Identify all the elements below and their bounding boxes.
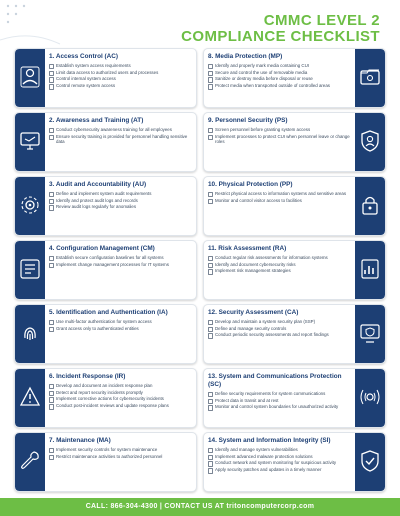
page-header xyxy=(0,0,400,48)
checklist-item[interactable]: Identify and properly mark media containing CUI xyxy=(208,63,355,68)
checklist-card xyxy=(14,112,197,172)
checklist-card xyxy=(14,240,197,300)
checklist-item[interactable]: Secure and control the use of removable media xyxy=(208,70,355,75)
checklist-item[interactable]: Monitor and control visitor access to facilities xyxy=(208,198,355,203)
card-title: 13. System and Communications Protection (SC) xyxy=(208,373,342,388)
training-icon xyxy=(17,128,43,154)
checklist-item[interactable]: Control internal system access xyxy=(49,76,196,81)
checklist-item[interactable]: Establish system access requirements xyxy=(49,63,196,68)
checklist-item[interactable]: Implement change management processes for IT systems xyxy=(49,262,196,267)
checklist-item[interactable]: Restrict physical access to information systems and sensitive areas xyxy=(208,191,355,196)
checklist-item[interactable]: Conduct cybersecurity awareness training for all employees xyxy=(49,127,196,132)
checklist-item[interactable]: Define and implement system audit requirements xyxy=(49,191,196,196)
media-folder-icon xyxy=(357,64,383,90)
checklist-card xyxy=(203,176,386,236)
checklist-card xyxy=(14,304,197,364)
security-assessment-icon xyxy=(357,320,383,346)
checklist-item[interactable]: Conduct post-incident reviews and update response plans xyxy=(49,403,196,408)
card-title: 9. Personnel Security (PS) xyxy=(208,117,288,124)
checklist-item[interactable]: Screen personnel before granting system access xyxy=(208,127,355,132)
checklist-card xyxy=(203,432,386,492)
card-content xyxy=(208,245,355,275)
checklist-item[interactable]: Sanitize or destroy media before disposal or reuse xyxy=(208,76,355,81)
card-content xyxy=(49,309,196,332)
card-title: 4. Configuration Management (CM) xyxy=(49,245,155,252)
checklist-item[interactable]: Use multi-factor authentication for system access xyxy=(49,319,196,324)
card-content xyxy=(208,117,355,146)
card-content xyxy=(208,53,355,90)
card-title: 10. Physical Protection (PP) xyxy=(208,181,293,188)
checklist-item[interactable]: Identify and manage system vulnerabilities xyxy=(208,447,355,452)
personnel-shield-icon xyxy=(357,128,383,154)
card-content xyxy=(49,373,196,410)
card-title: 2. Awareness and Training (AT) xyxy=(49,117,144,124)
users-icon xyxy=(17,64,43,90)
card-title: 7. Maintenance (MA) xyxy=(49,437,111,444)
checklist-item[interactable]: Conduct network and system monitoring for suspicious activity xyxy=(208,460,355,465)
maintenance-wrench-icon xyxy=(17,448,43,474)
integrity-shield-icon xyxy=(357,448,383,474)
card-content xyxy=(208,373,355,411)
checklist-item[interactable]: Identify and protect audit logs and records xyxy=(49,198,196,203)
checklist-card xyxy=(203,240,386,300)
checklist-item[interactable]: Protect data in transit and at rest xyxy=(208,398,355,403)
checklist-item[interactable]: Monitor and control system boundaries for unauthorized activity xyxy=(208,404,355,409)
checklist-card xyxy=(14,432,197,492)
card-title: 11. Risk Assessment (RA) xyxy=(208,245,287,252)
checklist-item[interactable]: Grant access only to authenticated entities xyxy=(49,326,196,331)
card-title: 8. Media Protection (MP) xyxy=(208,53,283,60)
physical-lock-icon xyxy=(357,192,383,218)
checklist-item[interactable]: Ensure security training is provided for personnel handling sensitive data xyxy=(49,134,196,145)
checklist-item[interactable]: Apply security patches and updates in a timely manner xyxy=(208,467,355,472)
communications-icon xyxy=(357,384,383,410)
checklist-item[interactable]: Detect and report security incidents promptly xyxy=(49,390,196,395)
configuration-icon xyxy=(17,256,43,282)
card-title: 12. Security Assessment (CA) xyxy=(208,309,299,316)
checklist-item[interactable]: Control remote system access xyxy=(49,83,196,88)
checklist-item[interactable]: Implement corrective actions for cybersecurity incidents xyxy=(49,396,196,401)
checklist-item[interactable]: Conduct periodic security assessments and report findings xyxy=(208,332,355,337)
decorative-dots-icon xyxy=(0,0,90,48)
audit-gear-icon xyxy=(17,192,43,218)
checklist-item[interactable]: Identify and document cybersecurity risks xyxy=(208,262,355,267)
checklist-card xyxy=(14,48,197,108)
checklist-card xyxy=(203,368,386,428)
checklist-item[interactable]: Develop and maintain a system security plan (SSP) xyxy=(208,319,355,324)
checklist-item[interactable]: Implement security controls for system maintenance xyxy=(49,447,196,452)
checklist-item[interactable]: Conduct regular risk assessments for information systems xyxy=(208,255,355,260)
card-content xyxy=(208,437,355,474)
checklist-item[interactable]: Implement processes to protect CUI when personnel leave or change roles xyxy=(208,134,355,145)
checklist-card xyxy=(14,368,197,428)
card-title: 1. Access Control (AC) xyxy=(49,53,119,60)
checklist-item[interactable]: Implement risk management strategies xyxy=(208,268,355,273)
card-title: 14. System and Information Integrity (SI) xyxy=(208,437,331,444)
checklist-card xyxy=(203,304,386,364)
page-title-line-1: CMMC LEVEL 2 xyxy=(263,12,380,29)
checklist-item[interactable]: Restrict maintenance activities to authorized personnel xyxy=(49,454,196,459)
checklist-item[interactable]: Protect media when transported outside of controlled areas xyxy=(208,83,355,88)
checklist-card xyxy=(14,176,197,236)
footer-bar xyxy=(0,498,400,516)
checklist-item[interactable]: Develop and document an incident response plan xyxy=(49,383,196,388)
card-content xyxy=(49,117,196,146)
card-content xyxy=(49,245,196,268)
checklist-item[interactable]: Define and manage security controls xyxy=(208,326,355,331)
card-content xyxy=(49,53,196,90)
card-content xyxy=(49,181,196,211)
checklist-item[interactable]: Establish secure configuration baselines for all systems xyxy=(49,255,196,260)
checklist-item[interactable]: Limit data access to authorized users and processes xyxy=(49,70,196,75)
card-content xyxy=(49,437,196,460)
checklist-item[interactable]: Implement advanced malware protection solutions xyxy=(208,454,355,459)
checklist-item[interactable]: Define security requirements for system communications xyxy=(208,391,355,396)
footer-contact[interactable]: CALL: 866-304-4300 | CONTACT US AT tritoncomputercorp.com xyxy=(85,503,315,510)
card-title: 3. Audit and Accountability (AU) xyxy=(49,181,147,188)
card-title: 6. Incident Response (IR) xyxy=(49,373,126,380)
fingerprint-icon xyxy=(17,320,43,346)
checklist-card xyxy=(203,48,386,108)
card-title: 5. Identification and Authentication (IA) xyxy=(49,309,168,316)
checklist-item[interactable]: Review audit logs regularly for anomalies xyxy=(49,204,196,209)
checklist-card xyxy=(203,112,386,172)
card-content xyxy=(208,181,355,204)
risk-chart-icon xyxy=(357,256,383,282)
card-content xyxy=(208,309,355,339)
incident-alert-icon xyxy=(17,384,43,410)
page-title-line-2: COMPLIANCE CHECKLIST xyxy=(181,28,380,45)
